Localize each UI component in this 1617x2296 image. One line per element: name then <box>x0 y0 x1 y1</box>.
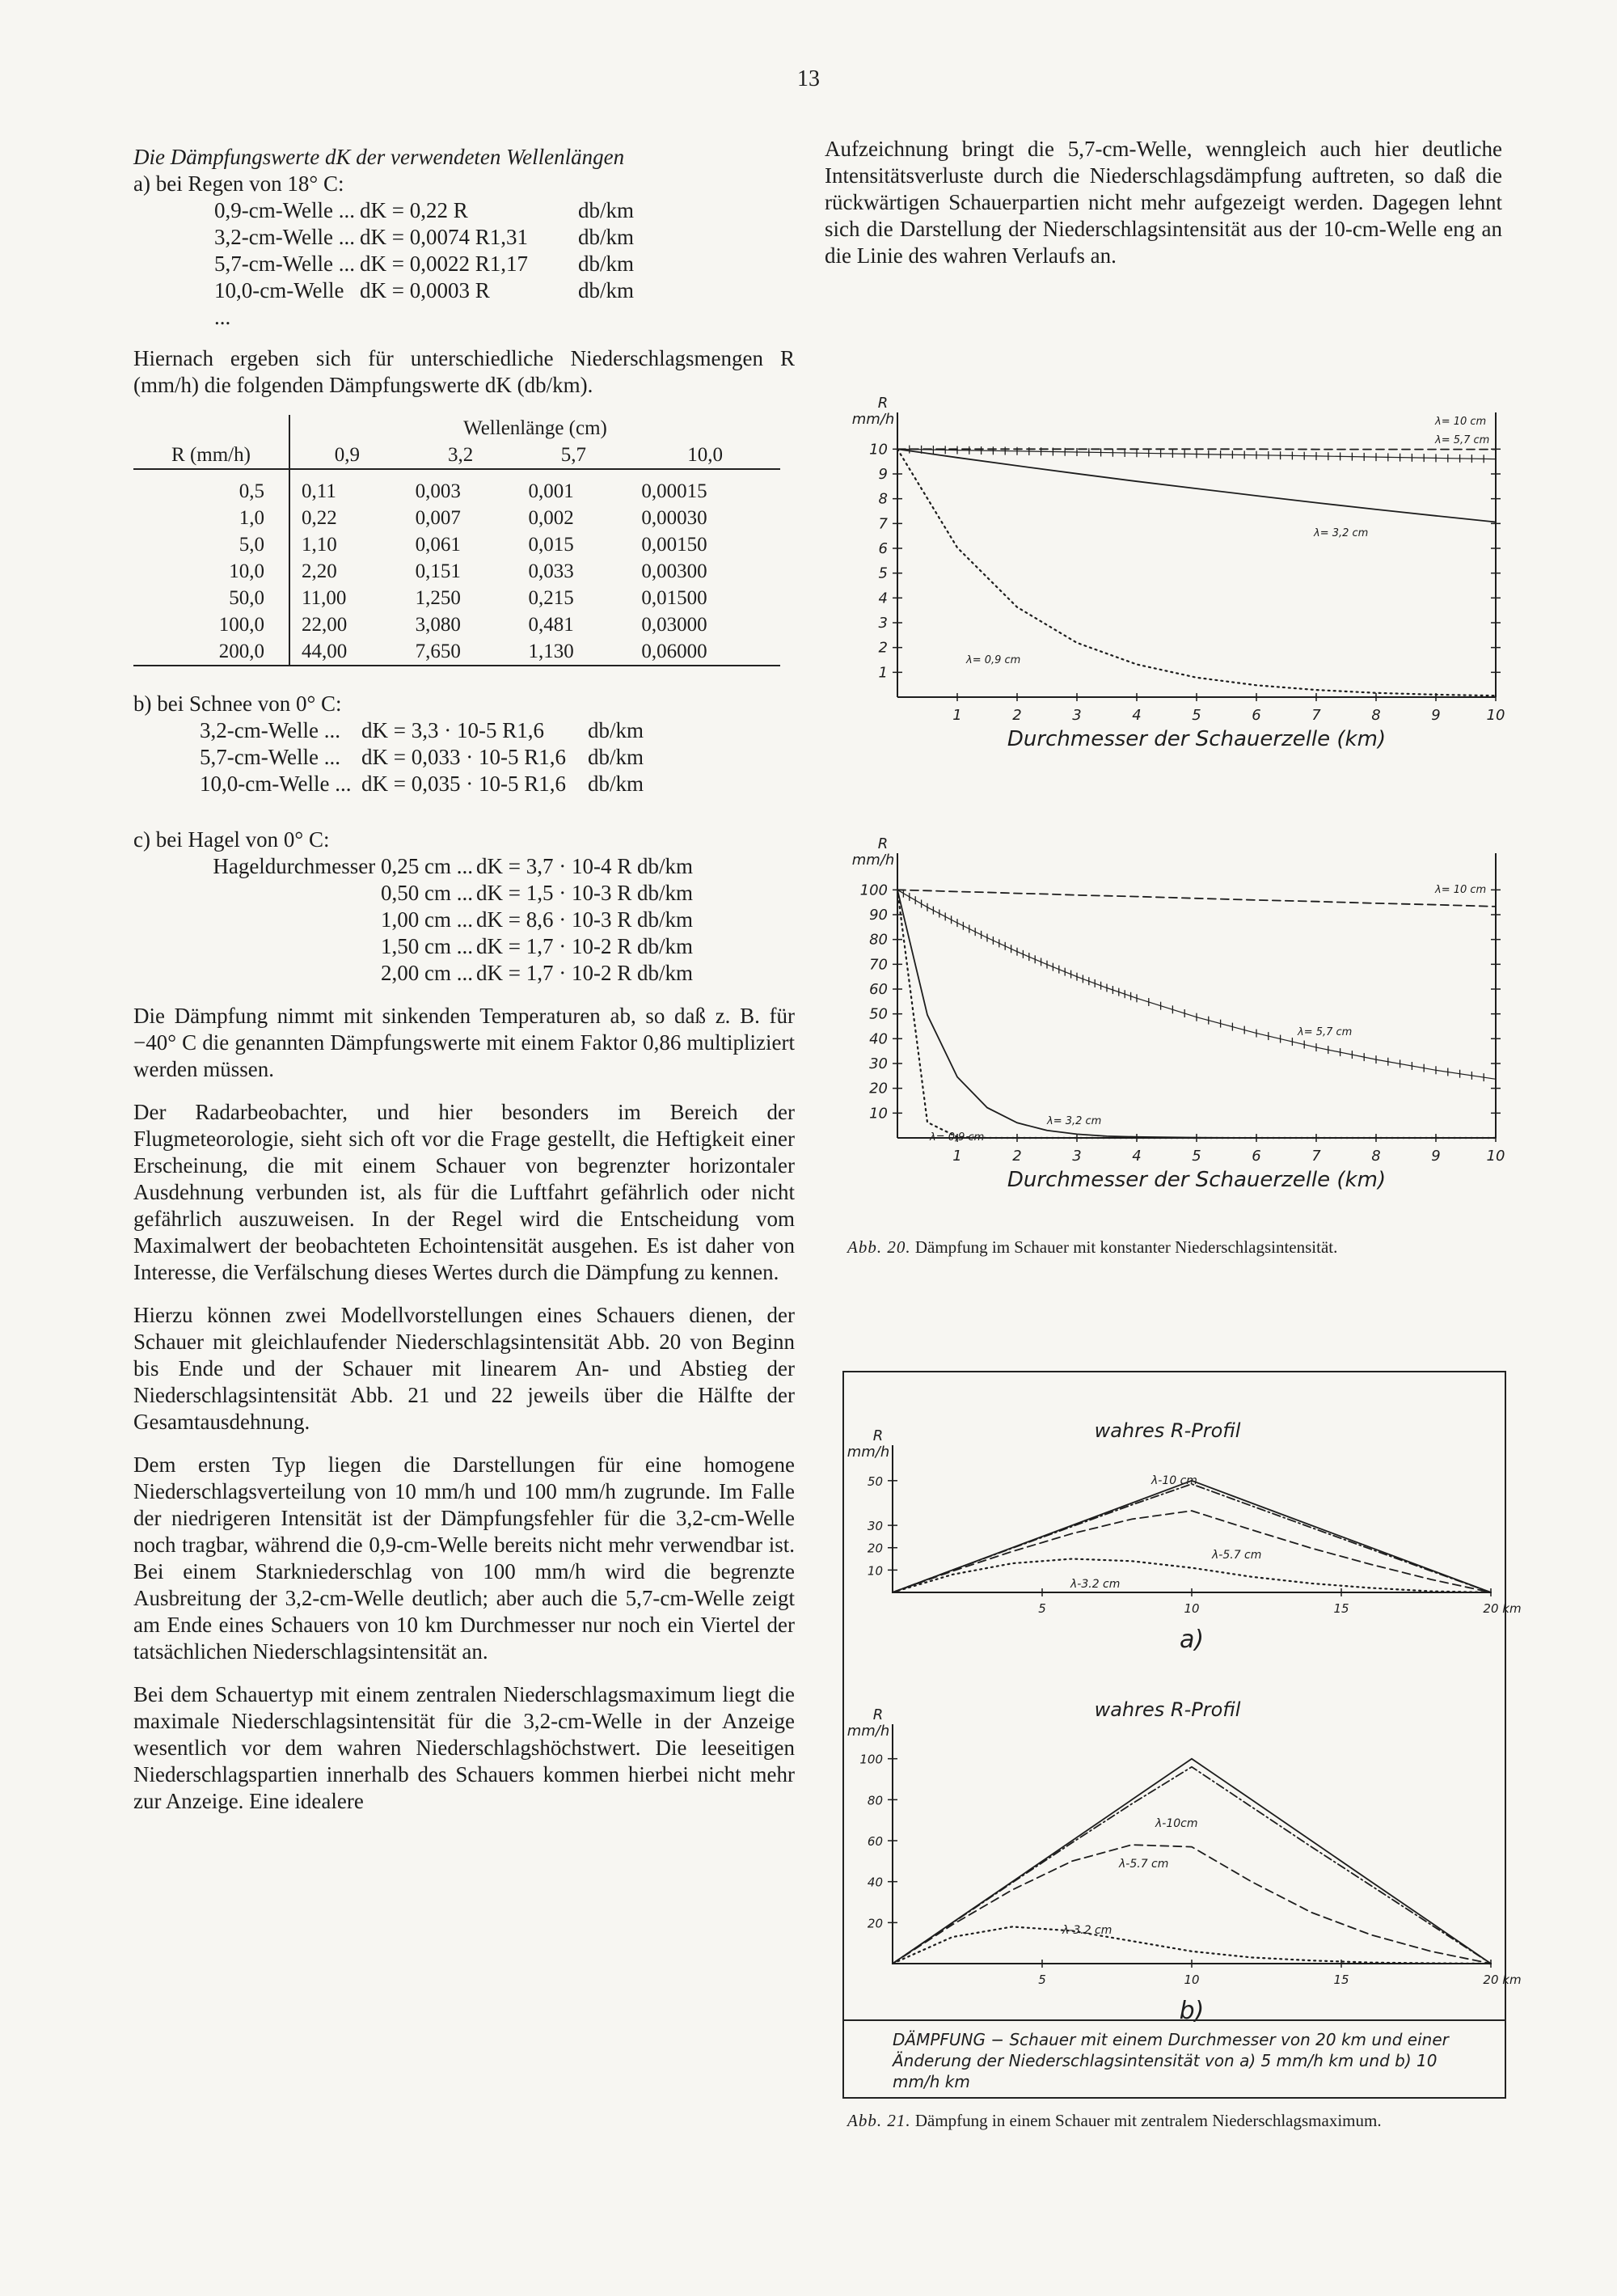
hail-row <box>133 907 795 933</box>
series-label: λ-3.2 cm <box>1062 1924 1112 1937</box>
series-line <box>893 1845 1491 1964</box>
x-tick-label: 7 <box>1311 707 1321 724</box>
rain-eq: dK = 0,0022 R1,17 <box>360 252 528 276</box>
series-label: λ-5.7 cm <box>1119 1858 1169 1871</box>
x-tick-label: 10 <box>1184 1973 1200 1987</box>
table-cell: 0,151 <box>415 560 461 582</box>
table-cell: 10,0 <box>133 558 289 585</box>
table-cell: 0,001 <box>528 480 574 502</box>
y-tick-label: 80 <box>869 931 888 949</box>
rain-row <box>214 251 795 277</box>
series-0 <box>897 890 1496 907</box>
series-label: λ= 0,9 cm <box>966 654 1021 666</box>
hail-row <box>133 960 795 987</box>
table-cell: 0,00015 <box>641 480 707 502</box>
x-tick-label: 5 <box>1038 1601 1046 1616</box>
series-label: λ-5.7 cm <box>1212 1549 1262 1562</box>
y-tick-label: 100 <box>859 882 888 899</box>
hail-row <box>133 853 795 880</box>
x-tick-label: 3 <box>1072 707 1082 724</box>
table-cell: 0,03000 <box>641 614 707 636</box>
x-tick-label: 20 km <box>1483 1973 1522 1987</box>
y-tick-label: 100 <box>859 1752 883 1767</box>
x-tick-label: 15 <box>1333 1973 1349 1987</box>
series-label: λ= 10 cm <box>1435 416 1487 428</box>
series-0 <box>893 1759 1491 1964</box>
y-tick-label: 70 <box>869 956 888 974</box>
table-cell: 1,0 <box>133 505 289 531</box>
paragraph-2: Der Radarbeobachter, und hier besonders im Bereich der Flugmeteorologie, sieht sich oft vor die Frage gestellt, die Heftigkeit einer Erscheinung, die mit einem Schauer von begrenzter horizontaler Ausdehnung verbunden ist, als für die Luftfahrt gefährlich oder nicht gefährlich auszuweisen. In der Regel wird die Entscheidung vom Maximalwert der beobachteten Echointensität ausgehen. Es ist daher von Interesse, die Verfälschung dieses Wertes durch die Dämpfung zu kennen. <box>133 1100 795 1284</box>
y-tick-label: 90 <box>869 907 888 924</box>
x-tick-label: 8 <box>1371 1148 1381 1165</box>
series-line <box>897 449 1496 522</box>
y-tick-label: 1 <box>878 664 888 682</box>
x-tick-label: 5 <box>1192 707 1201 724</box>
series-line <box>893 1759 1491 1964</box>
fig21-box-caption: DÄMPFUNG − Schauer mit einem Durchmesser von 20 km und einer Änderung der Niederschlagsintensität von a) 5 mm/h km und b) 10 mm/h km <box>893 2030 1449 2091</box>
snow-unit: db/km <box>588 745 644 769</box>
series-label: λ= 3,2 cm <box>1314 527 1369 539</box>
x-tick-label: 6 <box>1252 1148 1261 1165</box>
snow-unit: db/km <box>588 718 644 742</box>
page-number: 13 <box>797 66 820 91</box>
paragraph-1: Die Dämpfung nimmt mit sinkenden Temperaturen ab, so daß z. B. für −40° C die genannten Dämpfungswerte mit einem Faktor 0,86 multipliziert werden müssen. <box>133 1004 795 1081</box>
x-tick-label: 20 km <box>1483 1601 1522 1616</box>
hail-row <box>133 933 795 960</box>
x-tick-label: 10 <box>1486 1148 1505 1165</box>
y-axis-label-top: R <box>872 1706 884 1723</box>
y-tick-label: 3 <box>878 615 888 632</box>
intro-paragraph: Hiernach ergeben sich für unterschiedliche Niederschlagsmengen R (mm/h) die folgenden Dämpfungswerte dK (db/km). <box>133 346 795 397</box>
hail-eq: dK = 8,6 · 10-3 R db/km <box>476 907 693 932</box>
x-tick-label: 9 <box>1431 1148 1441 1165</box>
rain-wave: 10,0-cm-Welle ... <box>214 278 344 329</box>
table-row <box>133 585 780 611</box>
hail-d: 2,00 cm ... <box>381 961 473 985</box>
fig21-caption <box>847 2111 1518 2130</box>
series-2 <box>893 1845 1491 1964</box>
table-cell: 0,01500 <box>641 587 707 609</box>
y-tick-label: 50 <box>867 1474 883 1489</box>
chart-axes <box>888 1445 1491 1596</box>
y-tick-label: 10 <box>869 1105 888 1123</box>
panel-label: b) <box>1179 1997 1205 2025</box>
table-cell: 0,00150 <box>641 534 707 556</box>
snow-eq: dK = 0,035 · 10-5 R1,6 <box>361 772 566 796</box>
series-1 <box>897 886 1496 1081</box>
table-cell: 3,080 <box>415 614 461 636</box>
table-cell: 0,002 <box>528 507 574 529</box>
table-cell: 7,650 <box>415 641 461 662</box>
rain-unit: db/km <box>578 278 635 302</box>
y-tick-label: 20 <box>867 1916 883 1931</box>
table-row <box>133 505 780 531</box>
series-line <box>893 1511 1491 1592</box>
series-3 <box>893 1926 1491 1964</box>
rain-unit: db/km <box>578 198 635 222</box>
table-col-header: 10,0 <box>687 444 724 466</box>
x-tick-label: 10 <box>1486 707 1505 724</box>
y-tick-label: 20 <box>867 1541 883 1556</box>
fig20-chart-10mmh <box>833 388 1528 784</box>
series-1 <box>893 1767 1491 1964</box>
hail-heading: c) bei Hagel von 0° C: <box>133 827 330 852</box>
x-tick-label: 4 <box>1132 707 1142 724</box>
series-1 <box>893 1484 1491 1592</box>
rain-unit: db/km <box>578 225 635 249</box>
table-cell: 0,22 <box>302 507 337 529</box>
x-tick-label: 1 <box>952 1148 962 1165</box>
y-tick-label: 9 <box>878 466 888 483</box>
hail-eq: dK = 1,5 · 10-3 R db/km <box>476 881 693 905</box>
panel-label: a) <box>1179 1626 1205 1654</box>
x-tick-label: 1 <box>952 707 962 724</box>
y-axis-label-bottom: mm/h <box>846 1444 890 1461</box>
series-line <box>897 890 1496 1079</box>
table-cell: 0,481 <box>528 614 574 636</box>
table-cell: 5,0 <box>133 531 289 558</box>
y-tick-label: 6 <box>878 540 888 557</box>
y-tick-label: 7 <box>878 515 888 533</box>
hail-eq: dK = 3,7 · 10-4 R db/km <box>476 854 693 878</box>
y-tick-label: 40 <box>867 1875 883 1890</box>
y-tick-label: 5 <box>878 564 888 582</box>
y-tick-label: 60 <box>867 1834 883 1849</box>
rain-list <box>214 197 795 331</box>
hail-d: 1,00 cm ... <box>381 907 473 932</box>
y-tick-label: 20 <box>869 1080 888 1097</box>
right-top-paragraph: Aufzeichnung bringt die 5,7-cm-Welle, wenngleich auch hier deutliche Intensitätsverluste durch die Niederschlagsdämpfung auftreten, so daß die rückwärtigen Schauerpartien nicht mehr aufgezeigt werden. Dagegen lehnt sich die Darstellung der Niederschlagsintensität aus der 10-cm-Welle eng an die Linie des wahren Verlaufs an. <box>825 137 1502 268</box>
fig20-caption-text: Dämpfung im Schauer mit konstanter Niederschlagsintensität. <box>914 1237 1338 1257</box>
series-label: λ= 3,2 cm <box>1047 1115 1102 1127</box>
rain-wave: 3,2-cm-Welle ... <box>214 225 356 249</box>
x-tick-label: 10 <box>1184 1601 1200 1616</box>
snow-list <box>200 717 795 797</box>
hail-list <box>133 853 795 987</box>
rain-row <box>214 277 795 331</box>
y-tick-label: 30 <box>869 1055 888 1072</box>
y-tick-label: 40 <box>869 1030 888 1048</box>
y-axis-label-bottom: mm/h <box>846 1723 890 1740</box>
y-tick-label: 30 <box>867 1519 883 1534</box>
x-tick-label: 3 <box>1072 1148 1082 1165</box>
x-tick-label: 5 <box>1192 1148 1201 1165</box>
table-cell: 100,0 <box>133 611 289 638</box>
series-line <box>893 1767 1491 1964</box>
series-line <box>893 1559 1491 1593</box>
paragraph-3: Hierzu können zwei Modellvorstellungen eines Schauers dienen, der Schauer mit gleichlaufender Niederschlagsintensität Abb. 20 von Beginn bis Ende und der Schauer mit linearem An- und Abstieg der Niederschlagsintensität Abb. 21 und 22 jeweils über die Hälfte der Gesamtausdehnung. <box>133 1303 795 1434</box>
snow-row <box>200 744 795 771</box>
y-tick-label: 2 <box>878 639 888 657</box>
snow-heading: b) bei Schnee von 0° C: <box>133 691 342 716</box>
table-cell: 1,250 <box>415 587 461 609</box>
x-tick-label: 2 <box>1012 707 1022 724</box>
series-3 <box>893 1559 1491 1593</box>
table-cell: 0,015 <box>528 534 574 556</box>
paragraph-5: Bei dem Schauertyp mit einem zentralen Niederschlagsmaximum liegt die maximale Niederschlagsintensität für die 3,2-cm-Welle in der Anzeige wesentlich vor dem wahren Niederschlagshöchstwert. Die leeseitigen Niederschlagspartien innerhalb des Schauers kommen hierbei nicht mehr zur Anzeige. Eine idealere <box>133 1682 795 1813</box>
x-tick-label: 8 <box>1371 707 1381 724</box>
x-tick-label: 6 <box>1252 707 1261 724</box>
rain-eq: dK = 0,0003 R <box>360 278 490 302</box>
snow-row <box>200 771 795 797</box>
table-cell: 0,033 <box>528 560 574 582</box>
snow-eq: dK = 3,3 · 10-5 R1,6 <box>361 718 544 742</box>
series-2 <box>893 1511 1491 1592</box>
snow-wave: 10,0-cm-Welle ... <box>200 772 352 796</box>
table-cell: 0,215 <box>528 587 574 609</box>
chart-title: wahres R-Profil <box>1094 1419 1241 1442</box>
series-line <box>893 1481 1491 1592</box>
fig21-caption-label: Abb. 21. <box>847 2111 911 2130</box>
x-axis-label: Durchmesser der Schauerzelle (km) <box>1007 727 1387 751</box>
table-cell: 1,130 <box>528 641 574 662</box>
table-cell: 2,20 <box>302 560 337 582</box>
table-cell: 22,00 <box>302 614 348 636</box>
rain-heading: a) bei Regen von 18° C: <box>133 171 344 196</box>
rain-row <box>214 224 795 251</box>
series-label: λ= 5,7 cm <box>1435 434 1490 446</box>
series-2 <box>897 449 1496 522</box>
table-col-header: 0,9 <box>334 444 360 466</box>
section-title: Die Dämpfungswerte dK der verwendeten Wellenlängen <box>133 145 625 169</box>
table-cell: 0,11 <box>302 480 336 502</box>
y-axis-label-bottom: mm/h <box>851 852 895 869</box>
table-col-header: 5,7 <box>560 444 587 466</box>
fig21-caption-text: Dämpfung in einem Schauer mit zentralem Niederschlagsmaximum. <box>914 2111 1382 2130</box>
table-cell: 0,5 <box>133 469 289 505</box>
series-line <box>893 1926 1491 1964</box>
snow-wave: 5,7-cm-Welle ... <box>200 745 341 769</box>
table-row <box>133 469 780 505</box>
fig20-chart-100mmh <box>833 829 1528 1221</box>
hail-d: 1,50 cm ... <box>381 934 473 958</box>
hail-d: Hageldurchmesser 0,25 cm ... <box>213 854 473 878</box>
table-cell: 50,0 <box>133 585 289 611</box>
y-tick-label: 60 <box>869 981 888 998</box>
x-tick-label: 4 <box>1132 1148 1142 1165</box>
table-cell: 0,00300 <box>641 560 707 582</box>
y-tick-label: 50 <box>869 1005 888 1023</box>
table-cell: 0,00030 <box>641 507 707 529</box>
snow-wave: 3,2-cm-Welle ... <box>200 718 341 742</box>
rain-wave: 5,7-cm-Welle ... <box>214 252 356 276</box>
hail-eq: dK = 1,7 · 10-2 R db/km <box>476 934 693 958</box>
snow-eq: dK = 0,033 · 10-5 R1,6 <box>361 745 566 769</box>
left-column <box>133 144 795 1815</box>
table-cell: 0,003 <box>415 480 461 502</box>
chart-title: wahres R-Profil <box>1094 1698 1241 1721</box>
hail-eq: dK = 1,7 · 10-2 R db/km <box>476 961 693 985</box>
y-tick-label: 8 <box>878 490 888 508</box>
rain-row <box>214 197 795 224</box>
table-cell: 0,007 <box>415 507 461 529</box>
snow-unit: db/km <box>588 772 644 796</box>
fig20-caption <box>847 1237 1518 1257</box>
fig21-frame <box>842 1371 1522 2099</box>
table-group-header: Wellenlänge (cm) <box>463 417 607 439</box>
fig20-caption-label: Abb. 20. <box>847 1237 911 1257</box>
y-tick-label: 4 <box>878 590 888 607</box>
x-tick-label: 5 <box>1038 1973 1046 1987</box>
y-axis-label-top: R <box>872 1427 884 1444</box>
table-cell: 1,10 <box>302 534 337 556</box>
fig21a-chart <box>844 1372 1522 1680</box>
x-tick-label: 9 <box>1431 707 1441 724</box>
y-axis-label-top: R <box>877 835 889 852</box>
y-tick-label: 10 <box>867 1563 883 1579</box>
table-row <box>133 558 780 585</box>
x-tick-label: 7 <box>1311 1148 1321 1165</box>
rain-unit: db/km <box>578 252 635 276</box>
table-row <box>133 638 780 666</box>
series-label: λ-3.2 cm <box>1070 1578 1121 1591</box>
rain-eq: dK = 0,22 R <box>360 198 468 222</box>
series-label: λ= 5,7 cm <box>1298 1026 1353 1038</box>
x-tick-label: 15 <box>1333 1601 1349 1616</box>
series-1 <box>897 445 1496 463</box>
y-tick-label: 80 <box>867 1793 883 1808</box>
table-cell: 0,061 <box>415 534 461 556</box>
table-row-header: R (mm/h) <box>133 442 289 469</box>
table-row <box>133 611 780 638</box>
fig21b-chart <box>844 1676 1522 2025</box>
table-cell: 44,00 <box>302 641 348 662</box>
table-cell: 200,0 <box>133 638 289 666</box>
table-cell: 11,00 <box>302 587 347 609</box>
series-line <box>893 1484 1491 1592</box>
series-label: λ-10cm <box>1155 1817 1198 1830</box>
series-label: λ= 0,9 cm <box>930 1131 985 1144</box>
rain-wave: 0,9-cm-Welle ... <box>214 198 356 222</box>
hail-row <box>133 880 795 907</box>
hail-d: 0,50 cm ... <box>381 881 473 905</box>
y-axis-label-top: R <box>877 395 889 412</box>
paragraph-4: Dem ersten Typ liegen die Darstellungen für eine homogene Niederschlagsverteilung von 10 mm/h und 100 mm/h zugrunde. Im Falle der niedrigeren Intensität ist der Dämpfungsfehler für die 3,2-cm-Welle noch tragbar, während die 0,9-cm-Welle bereits nicht mehr verwendbar ist. Bei einem Starkniederschlag von 100 mm/h wird die begrenzte Ausbreitung der 3,2-cm-Welle deutlich; aber auch die 5,7-cm-Welle zeigt am Ende eines Schauers von 10 km Durchmesser nur noch ein Viertel der tatsächlichen Niederschlagsintensität an. <box>133 1452 795 1664</box>
rain-eq: dK = 0,0074 R1,31 <box>360 225 528 249</box>
table-col-header: 3,2 <box>447 444 474 466</box>
y-tick-label: 10 <box>869 441 888 459</box>
x-axis-label: Durchmesser der Schauerzelle (km) <box>1007 1168 1387 1192</box>
chart-axes <box>893 853 1501 1142</box>
table-cell: 0,06000 <box>641 641 707 662</box>
series-0 <box>893 1481 1491 1592</box>
attenuation-table <box>133 415 780 666</box>
snow-row <box>200 717 795 744</box>
x-tick-label: 2 <box>1012 1148 1022 1165</box>
series-label: λ= 10 cm <box>1435 884 1487 896</box>
table-row <box>133 531 780 558</box>
series-line <box>897 890 1496 907</box>
y-axis-label-bottom: mm/h <box>851 411 895 428</box>
series-label: λ-10 cm <box>1151 1474 1197 1487</box>
